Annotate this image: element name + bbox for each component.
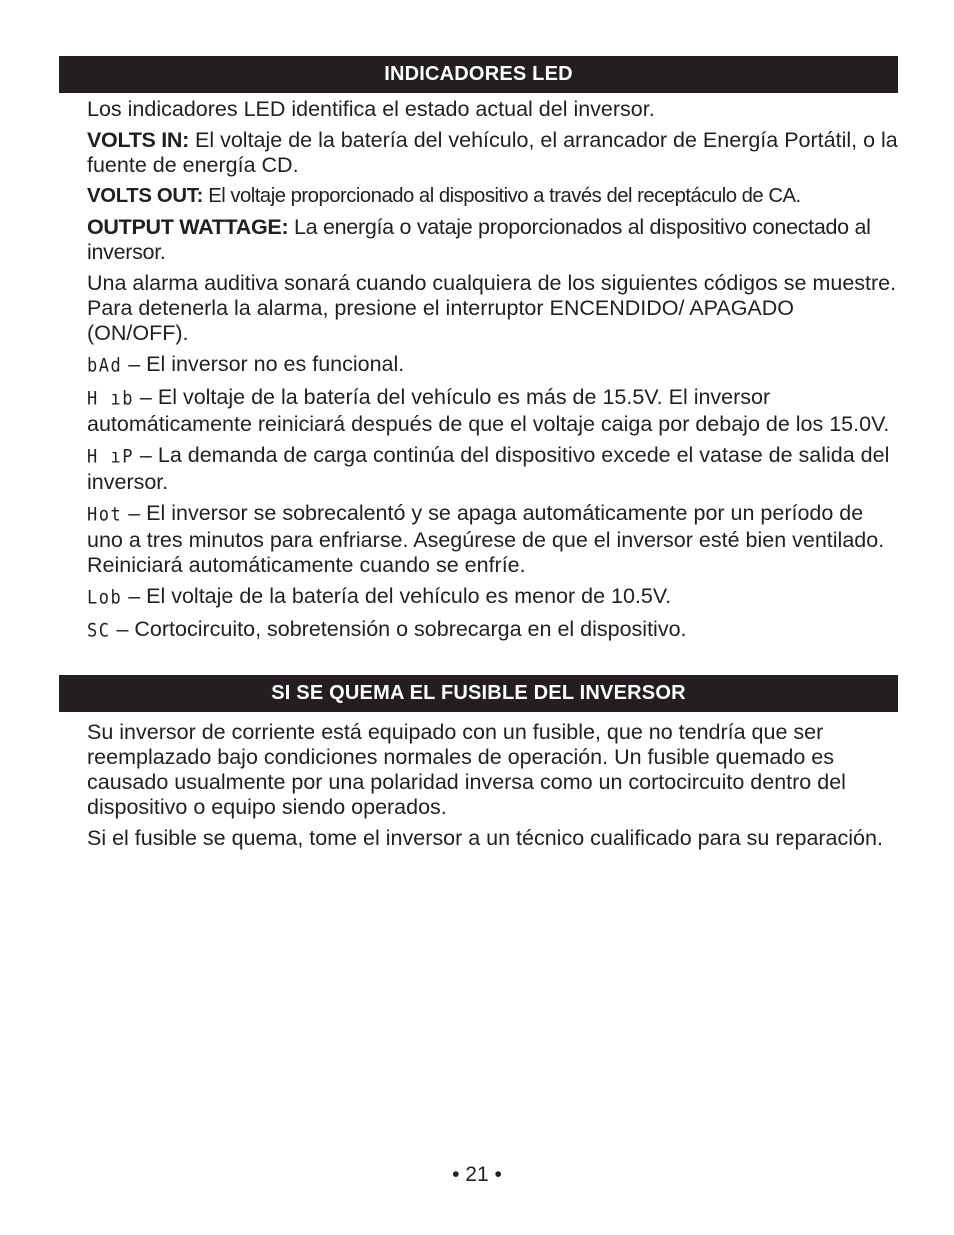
led-code: H ıb (87, 387, 134, 410)
blown-fuse-body (87, 720, 899, 857)
definition-text: El voltaje de la batería del vehículo, el arrancador de Energía Portátil, o la fuente de energía CD. (87, 128, 898, 177)
led-code: Hot (87, 503, 123, 526)
code-item-bad (87, 352, 899, 379)
fuse-paragraph: Su inversor de corriente está equipado con un fusible, que no tendría que ser reemplazado bajo condiciones normales de operación. Un fusible quemado es causado usualmente por una polaridad inversa como un cortocircuito dentro del dispositivo o equipo siendo operados. (87, 720, 846, 819)
definition-output-wattage (87, 215, 899, 265)
led-code: Lob (87, 586, 123, 609)
definition-text: La energía o vataje proporcionados al dispositivo conectado al inversor. (87, 215, 871, 264)
code-item-hot (87, 501, 899, 578)
code-description: – El inversor no es funcional. (122, 352, 405, 376)
definition-volts-in (87, 128, 899, 178)
intro-paragraph: Los indicadores LED identifica el estado actual del inversor. (87, 97, 655, 121)
code-item-hip (87, 443, 899, 495)
led-code: SC (87, 619, 111, 642)
definition-term: VOLTS OUT: (87, 185, 204, 207)
code-description: – El inversor se sobrecalentó y se apaga automáticamente por un período de uno a tres minutos para enfriarse. Asegúrese de que el inversor esté bien ventilado. Reiniciará automáticamente cuando se enfríe. (87, 501, 885, 577)
definition-text: El voltaje proporcionado al dispositivo a través del receptáculo de CA. (203, 185, 801, 207)
code-item-sc (87, 617, 899, 644)
definition-volts-out (87, 184, 899, 209)
code-item-lob (87, 584, 899, 611)
fuse-paragraph: Si el fusible se quema, tome el inversor a un técnico cualificado para su reparación. (87, 826, 883, 850)
alarm-note: Una alarma auditiva sonará cuando cualquiera de los siguientes códigos se muestre. Para detenerla la alarma, presione el interruptor ENCENDIDO/ APAGADO (ON/OFF). (87, 271, 897, 345)
code-description: – El voltaje de la batería del vehículo es menor de 10.5V. (122, 584, 672, 608)
section-heading-blown-fuse: SI SE QUEMA EL FUSIBLE DEL INVERSOR (59, 675, 898, 712)
led-code: bAd (87, 354, 123, 377)
page-number: • 21 • (452, 1163, 502, 1186)
definition-term: OUTPUT WATTAGE: (87, 215, 289, 239)
code-item-hib (87, 385, 899, 437)
led-indicators-body (87, 97, 899, 650)
section-heading-led-indicators: INDICADORES LED (59, 56, 898, 93)
led-code: H ıP (87, 445, 134, 468)
code-description: – La demanda de carga continúa del dispositivo excede el vatase de salida del inversor. (87, 443, 890, 494)
code-description: – Cortocircuito, sobretensión o sobrecarga en el dispositivo. (110, 617, 687, 641)
code-description: – El voltaje de la batería del vehículo es más de 15.5V. El inversor automáticamente reiniciará después de que el voltaje caiga por debajo de los 15.0V. (87, 385, 890, 436)
definition-term: VOLTS IN: (87, 128, 190, 152)
